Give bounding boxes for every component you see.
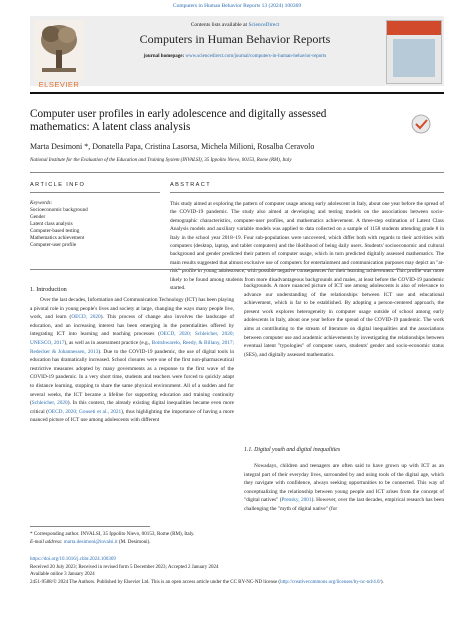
publisher-logo-text: ELSEVIER bbox=[38, 80, 80, 89]
keyword-item: Computer-user profile bbox=[30, 242, 77, 249]
divider-top bbox=[30, 172, 444, 173]
article-info-heading: ARTICLE INFO bbox=[30, 182, 86, 188]
divider-bottom bbox=[30, 269, 444, 270]
intro-paragraph-1 bbox=[30, 296, 234, 425]
check-for-updates-icon[interactable] bbox=[400, 112, 442, 142]
cover-band bbox=[387, 21, 441, 35]
intro-paragraph-1-text bbox=[30, 297, 234, 423]
article-title: Computer user profiles in early adolescence and digitally assessed mathematics: A latent class analysis bbox=[30, 108, 327, 133]
received-dates: Received 20 July 2023; Received in revised form 5 December 2023; Accepted 2 January 2024 bbox=[30, 564, 219, 570]
affiliation: National Institute for the Evaluation of the Education and Training System (INVALSI), 35 Ippolito Nievo, 00153, Rome (RM), Italy bbox=[30, 158, 292, 163]
cover-image bbox=[393, 39, 435, 77]
text-run: ), as well as in assessment practice (e.g., bbox=[64, 339, 152, 346]
citation-link[interactable]: OECD, 2020 bbox=[71, 314, 101, 321]
citation-link[interactable]: Boitshwarelo, Reedy, & Billany, 2017; Redecker & Johannessen, 2013 bbox=[30, 339, 235, 355]
email-link[interactable]: marta.desimoni@invalsi.it bbox=[63, 538, 118, 545]
contents-line bbox=[100, 22, 370, 28]
journal-homepage bbox=[100, 54, 370, 59]
author-list: Marta Desimoni *, Donatella Papa, Cristina Lasorsa, Michela Milioni, Rosalba Ceravolo bbox=[30, 142, 315, 151]
text-run: ). In this context, the already existing digital inequalities became even more critical ( bbox=[30, 400, 234, 415]
text-run: ). Due to the COVID-19 pandemic, the use of digital tools in education has dramatically increased. School closures were one of the first non-pharmaceutical restrictive measures adopted by many governments as a response to the first wave of the COVID-19 pandemic. In a very short time, students and teachers were forced to quickly adapt to distance learning, stopping to share the same physical environment. All of a sudden and for several weeks, the ICT became a lifeline for supporting education and training continuity ( bbox=[30, 348, 234, 407]
abstract-text: This study aimed at exploring the pattern of computer usage among early adolescent in Italy, about one year before the spread of the COVID-19 pandemic. The study also aimed at developing and testing models on the associations between socio-demographic characteristics, computer-user profiles, and mathematics achievement. A three-step estimation of Latent Class Analysis models and auxiliary variable models was applied to data collected on a sample of 1158 students attending grade 8 in Italy in the school year 2018–19. Four sub-populations were uncovered, which differ both with regards to their activities with computers (desktop, laptop, and tablet computers) and the likelihood of being daily users. Students' socioeconomic and cultural background and gender predicted their pattern of computer usage, which in turn predicted digitally assessed mathematics. The main results suggested that almost exclusive use of computers for entertainment and communication purposes may depict an "at-risk" profile in young adolescence, with possible negative consequences for their learning achievement. This profile was more likely to be found among students from more disadvantageous backgrounds and males, at least before the COVID-19 pandemic started. bbox=[170, 201, 444, 292]
elsevier-tree-logo bbox=[34, 20, 84, 80]
subsection-paragraph-text bbox=[244, 463, 444, 512]
header-rule bbox=[30, 92, 444, 94]
footnote-rule bbox=[30, 526, 150, 527]
abstract-rule bbox=[170, 192, 444, 193]
keywords-label: Keywords: bbox=[30, 200, 53, 206]
citation-link[interactable]: OECD, 2020; Schleicher, 2020; UNESCO, 2017 bbox=[30, 331, 234, 346]
footnote bbox=[30, 531, 234, 546]
homepage-link[interactable]: www.sciencedirect.com/journal/computers-in-human-behavior-reports bbox=[185, 54, 327, 59]
intro-paragraph-2: backgrounds. A more nuanced picture of ICT use among adolescents is also of relevance to advance our understanding of the relationships between ICT use and educational achievement, which is far to be established. By adopting a person-centered approach, the present work explores heterogeneity in computer usage outside of school among early adolescents in Italy, about one year before the spread of the COVID-19 pandemic. The work aims at contributing to the stream of literature on digital inequalities and the associations between computer use and academic achievements by investigating the relationships between eventual latent "typologies" of computer users, students' gender and socio-economic status (SES), and digitally assessed mathematics. bbox=[244, 283, 444, 358]
citation-link[interactable]: OECD, 2020; Gouseti et al., 2021 bbox=[48, 408, 122, 415]
keyword-item: Latent class analysis bbox=[30, 221, 73, 228]
license-link[interactable]: http://creativecommons.org/licenses/by-nc-nd/4.0/ bbox=[280, 579, 381, 585]
homepage-label: journal homepage: bbox=[143, 54, 186, 59]
sciencedirect-link[interactable]: ScienceDirect bbox=[248, 22, 280, 28]
abstract-heading: ABSTRACT bbox=[170, 182, 212, 188]
online-date: Available online 3 January 2024 bbox=[30, 572, 95, 578]
article-metadata-footer bbox=[30, 556, 444, 586]
text-run: Nowadays, children and teenagers are often said to have grown up with ICT as an integral part of their everyday lives, surrounded by and using tools of the digital age, which they navigate with confidence, always seeking opportunities to be connected. This way of conceptualizing the relationship between young people and ICT arises from the concept of "digital natives" ( bbox=[244, 463, 444, 504]
text-run: ), thus highlighting the importance of having a more nuanced picture of ICT use among adolescents with different bbox=[30, 408, 234, 424]
keywords-list bbox=[30, 207, 160, 250]
email-suffix: (M. Desimoni). bbox=[117, 538, 151, 545]
citation-link[interactable]: Prensky, 2001 bbox=[281, 497, 312, 504]
license-prefix: 2451-9588/© 2024 The Authors. Published by Elsevier Ltd. This is an open access article under the CC BY-NC-ND license ( bbox=[30, 579, 281, 585]
citation-link[interactable]: Schleicher, 2020 bbox=[31, 400, 68, 407]
text-run: Over the last decades, Information and Communication Technology (ICT) has been playing a pivotal role in young people's lives and society at large, changing the ways many people live, work, and learn ( bbox=[30, 297, 234, 321]
journal-cover-thumbnail bbox=[386, 20, 442, 84]
corresponding-author-note: * Corresponding author. INVALSI, 35 Ippolito Nievo, 00153, Rome (RM), Italy. bbox=[30, 531, 195, 537]
subsection-paragraph bbox=[244, 462, 444, 514]
email-label: E-mail address: bbox=[30, 538, 64, 545]
subsection-heading: 1.1. Digital youth and digital inequalities bbox=[244, 447, 341, 453]
license-line bbox=[30, 579, 444, 587]
keyword-item: Computer-based testing bbox=[30, 228, 80, 235]
journal-title: Computers in Human Behavior Reports bbox=[139, 32, 331, 46]
introduction-heading: 1. Introduction bbox=[30, 286, 67, 293]
license-suffix: ). bbox=[380, 579, 384, 585]
text-run: ). This process of change also involves the landscape of education, and an increasing interest has been emerging in the potentialities offered by integrating ICT into learning and teaching processes ( bbox=[30, 314, 234, 338]
text-run: ). However, over the last decades, empirical research has been challenging the "myth of digital native" (for bbox=[244, 497, 445, 512]
email-line bbox=[30, 539, 234, 547]
doi-link[interactable]: https://doi.org/10.1016/j.chbr.2024.100369 bbox=[30, 557, 116, 562]
running-header[interactable]: Computers in Human Behavior Reports 13 (2024) 100369 bbox=[172, 3, 302, 9]
contents-prefix: Contents lists available at bbox=[190, 22, 249, 28]
keyword-item: Socioeconomic background bbox=[30, 207, 88, 213]
article-info-rule bbox=[30, 192, 160, 193]
keyword-item: Gender bbox=[30, 214, 46, 221]
keyword-item: Mathematics achievement bbox=[30, 235, 85, 242]
